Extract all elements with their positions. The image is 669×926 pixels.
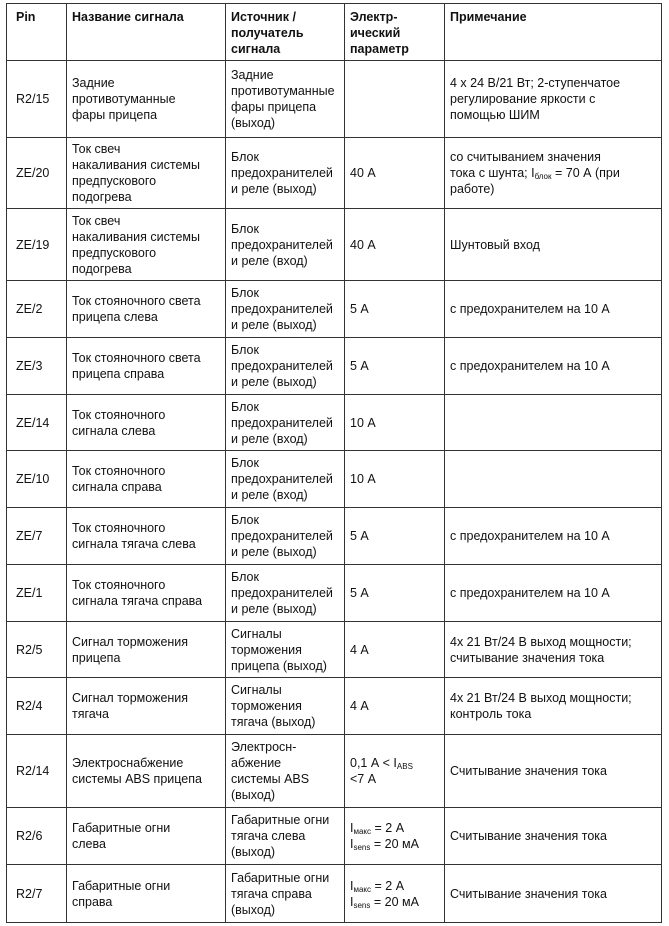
cell-parameter <box>345 61 445 138</box>
param-subscript: макс <box>353 884 372 894</box>
param-text: 0,1 А < I <box>350 756 397 770</box>
cell-note <box>445 138 662 209</box>
note-text: = 70 А (при работе) <box>450 166 620 196</box>
cell-note: с предохранителем на 10 А <box>445 281 662 338</box>
cell-signal-name: Ток стояночного сигнала слева <box>67 395 226 451</box>
table-row <box>7 808 662 865</box>
param-text: = 2 А <box>371 821 405 835</box>
cell-note: Шунтовый вход <box>445 209 662 281</box>
param-subscript: sens <box>353 900 371 910</box>
signal-pin-table <box>6 3 662 923</box>
cell-parameter <box>345 808 445 865</box>
param-subscript: ABS <box>396 762 413 771</box>
cell-source: Блок предохранителей и реле (выход) <box>226 338 345 395</box>
cell-note <box>445 451 662 508</box>
cell-source: Сигналы торможения тягача (выход) <box>226 678 345 735</box>
cell-note: Считывание значения тока <box>445 865 662 923</box>
param-text: = 20 мА <box>370 837 419 851</box>
cell-signal-name: Ток стояночного света прицепа справа <box>67 338 226 395</box>
cell-pin: R2/7 <box>7 865 67 923</box>
cell-note: Считывание значения тока <box>445 808 662 865</box>
param-line <box>350 836 440 852</box>
cell-parameter: 5 А <box>345 565 445 622</box>
cell-signal-name: Электроснабжение системы ABS прицепа <box>67 735 226 808</box>
cell-pin: R2/5 <box>7 622 67 678</box>
cell-pin: R2/4 <box>7 678 67 735</box>
cell-note: Считывание значения тока <box>445 735 662 808</box>
cell-note: 4x 21 Вт/24 В выход мощности; контроль тока <box>445 678 662 735</box>
cell-signal-name: Сигнал торможения прицепа <box>67 622 226 678</box>
param-text: I <box>350 821 354 835</box>
param-text: I <box>350 878 354 893</box>
cell-pin: ZE/7 <box>7 508 67 565</box>
param-line <box>350 894 440 910</box>
cell-pin: ZE/19 <box>7 209 67 281</box>
table-row <box>7 565 662 622</box>
cell-source: Блок предохранителей и реле (выход) <box>226 281 345 338</box>
cell-note: с предохранителем на 10 А <box>445 338 662 395</box>
cell-parameter: 10 А <box>345 451 445 508</box>
cell-source: Габаритные огни тягача слева (выход) <box>226 808 345 865</box>
cell-signal-name: Ток стояночного сигнала тягача слева <box>67 508 226 565</box>
table-row <box>7 209 662 281</box>
cell-source: Сигналы торможения прицепа (выход) <box>226 622 345 678</box>
header-source: Источник / получатель сигнала <box>226 4 345 61</box>
cell-source: Блок предохранителей и реле (вход) <box>226 451 345 508</box>
param-text: = 2 А <box>371 878 405 893</box>
cell-pin: ZE/1 <box>7 565 67 622</box>
header-electrical-parameter: Электр- ический параметр <box>345 4 445 61</box>
cell-note: с предохранителем на 10 А <box>445 508 662 565</box>
table-row <box>7 281 662 338</box>
cell-source: Электросн- абжение системы ABS (выход) <box>226 735 345 808</box>
cell-signal-name: Габаритные огни слева <box>67 808 226 865</box>
table-row <box>7 865 662 923</box>
cell-source: Блок предохранителей и реле (вход) <box>226 395 345 451</box>
cell-signal-name: Ток стояночного сигнала справа <box>67 451 226 508</box>
cell-signal-name: Сигнал торможения тягача <box>67 678 226 735</box>
table-header-row <box>7 4 662 61</box>
table-row <box>7 61 662 138</box>
cell-signal-name: Ток свеч накаливания системы предпускового подогрева <box>67 138 226 209</box>
cell-note <box>445 395 662 451</box>
param-text: I <box>350 894 354 909</box>
cell-source: Задние противотуманные фары прицепа (выход) <box>226 61 345 138</box>
param-text: <7 А <box>350 772 377 786</box>
table-row <box>7 508 662 565</box>
param-subscript: макс <box>353 827 372 836</box>
cell-pin: R2/6 <box>7 808 67 865</box>
cell-pin: R2/15 <box>7 61 67 138</box>
cell-parameter: 4 А <box>345 678 445 735</box>
cell-pin: ZE/2 <box>7 281 67 338</box>
cell-pin: ZE/20 <box>7 138 67 209</box>
cell-source: Блок предохранителей и реле (выход) <box>226 565 345 622</box>
param-line <box>350 820 440 836</box>
header-note: Примечание <box>445 4 662 61</box>
cell-source: Блок предохранителей и реле (выход) <box>226 508 345 565</box>
cell-parameter: 5 А <box>345 338 445 395</box>
cell-parameter: 4 А <box>345 622 445 678</box>
cell-signal-name: Задние противотуманные фары прицепа <box>67 61 226 138</box>
cell-note: с предохранителем на 10 А <box>445 565 662 622</box>
cell-source: Блок предохранителей и реле (вход) <box>226 209 345 281</box>
param-subscript: sens <box>353 843 371 852</box>
cell-parameter <box>345 865 445 923</box>
cell-parameter: 5 А <box>345 281 445 338</box>
cell-pin: R2/14 <box>7 735 67 808</box>
note-subscript: блок <box>534 172 552 181</box>
note-text: со считыванием значения тока с шунта; I <box>450 150 601 180</box>
cell-signal-name: Ток свеч накаливания системы предпускового подогрева <box>67 209 226 281</box>
table-row <box>7 338 662 395</box>
cell-parameter: 40 А <box>345 138 445 209</box>
param-text: I <box>350 837 354 851</box>
header-signal-name: Название сигнала <box>67 4 226 61</box>
cell-note: 4x 21 Вт/24 В выход мощности; считывание значения тока <box>445 622 662 678</box>
cell-note: 4 x 24 В/21 Вт; 2-ступенчатое регулирование яркости с помощью ШИМ <box>445 61 662 138</box>
header-pin: Pin <box>7 4 67 61</box>
table-row <box>7 678 662 735</box>
table-row <box>7 622 662 678</box>
cell-signal-name: Габаритные огни справа <box>67 865 226 923</box>
cell-pin: ZE/14 <box>7 395 67 451</box>
cell-source: Блок предохранителей и реле (выход) <box>226 138 345 209</box>
cell-source: Габаритные огни тягача справа (выход) <box>226 865 345 923</box>
cell-signal-name: Ток стояночного света прицепа слева <box>67 281 226 338</box>
param-line <box>350 878 440 894</box>
cell-parameter <box>345 735 445 808</box>
table-row <box>7 451 662 508</box>
table-row <box>7 395 662 451</box>
cell-parameter: 40 А <box>345 209 445 281</box>
param-text: = 20 мА <box>370 894 419 909</box>
cell-parameter: 5 А <box>345 508 445 565</box>
cell-pin: ZE/3 <box>7 338 67 395</box>
cell-parameter: 10 А <box>345 395 445 451</box>
table-row <box>7 735 662 808</box>
cell-pin: ZE/10 <box>7 451 67 508</box>
table-row <box>7 138 662 209</box>
cell-signal-name: Ток стояночного сигнала тягача справа <box>67 565 226 622</box>
